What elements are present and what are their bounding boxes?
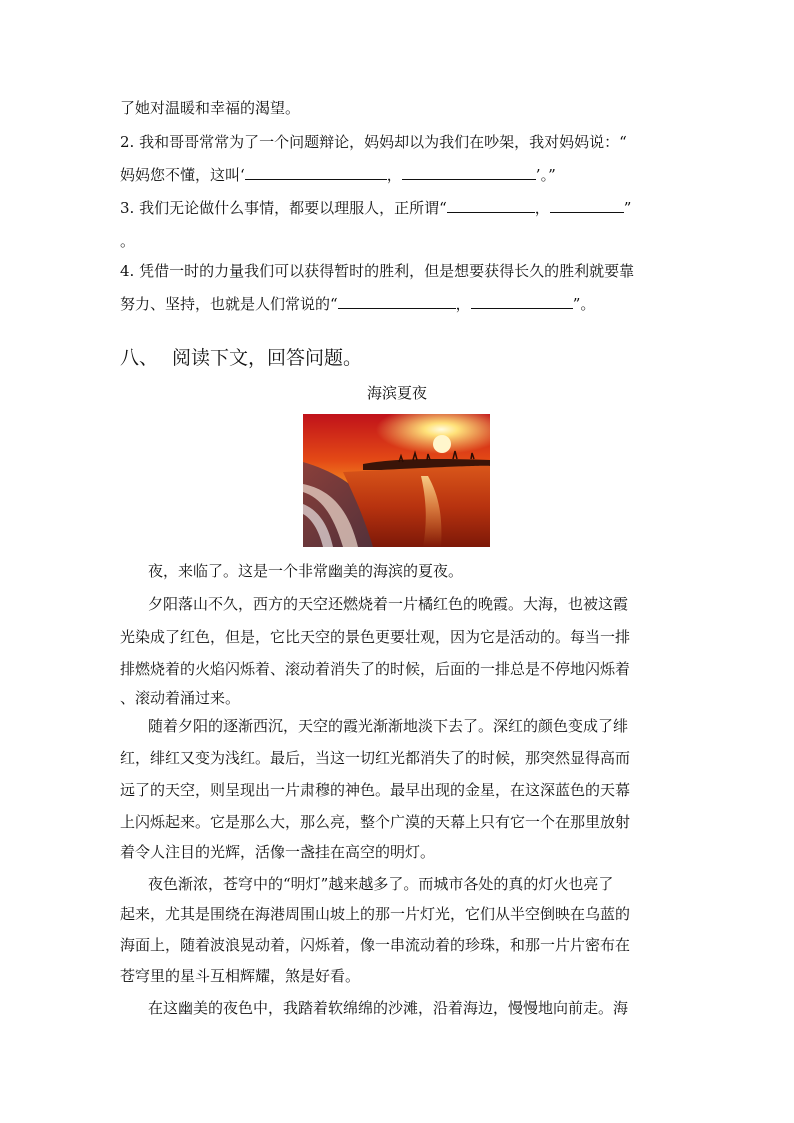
q3-comma: ， [534, 199, 550, 217]
article-line-3: 光染成了红色，但是，它比天空的景色更要壮观，因为它是活动的。每当一排 [120, 628, 631, 646]
article-line-6: 随着夕阳的逐渐西沉，天空的霞光渐渐地淡下去了。深红的颜色变成了绯 [148, 717, 629, 735]
q4-blank-1[interactable] [338, 294, 456, 309]
section-title: 阅读下文，回答问题。 [172, 347, 363, 369]
q2-line2 [120, 165, 556, 185]
article-line-14: 苍穹里的星斗互相辉耀，煞是好看。 [120, 967, 361, 985]
q2-comma: ， [386, 166, 402, 184]
q3-text-b: ” [623, 199, 632, 217]
q1-tail-line: 了她对温暖和幸福的渴望。 [120, 99, 301, 117]
article-line-12: 起来，尤其是围绕在海港周围山坡上的那一片灯光，它们从半空倒映在乌蓝的 [120, 905, 631, 923]
q3-blank-2[interactable] [550, 198, 624, 213]
q4-comma: ， [455, 295, 471, 313]
q3-line2: 。 [120, 232, 136, 250]
article-line-9: 上闪烁起来。它是那么大，那么亮，整个广漠的天幕上只有它一个在那里放射 [120, 813, 631, 831]
article-line-11: 夜色渐浓，苍穹中的“明灯”越来越多了。而城市各处的真的灯火也亮了 [148, 875, 614, 893]
q2-text-b: ’。” [535, 166, 556, 184]
q3-text-a: 3. 我们无论做什么事情，都要以理服人，正所谓“ [120, 199, 447, 217]
q4-blank-2[interactable] [471, 294, 573, 309]
article-line-10: 着令人注目的光辉，活像一盏挂在高空的明灯。 [120, 843, 436, 861]
q4-line1: 4. 凭借一时的力量我们可以获得暂时的胜利，但是想要获得长久的胜利就要靠 [120, 262, 635, 280]
article-line-7: 红，绯红又变为浅红。最后，当这一切红光都消失了的时候，那突然显得高而 [120, 749, 631, 767]
article-line-2: 夕阳落山不久，西方的天空还燃烧着一片橘红色的晚霞。大海，也被这霞 [148, 595, 629, 613]
article-title: 海滨夏夜 [366, 384, 427, 402]
q4-line2 [120, 294, 595, 314]
article-line-1: 夜，来临了。这是一个非常幽美的海滨的夏夜。 [148, 562, 464, 580]
section-number: 八、 [120, 347, 159, 369]
article-line-15: 在这幽美的夜色中，我踏着软绵绵的沙滩，沿着海边，慢慢地向前走。海 [148, 999, 629, 1017]
q2-line1: 2. 我和哥哥常常为了一个问题辩论，妈妈却以为我们在吵架，我对妈妈说：“ [120, 133, 627, 151]
q4-text-b: ”。 [572, 295, 596, 313]
q3-blank-1[interactable] [447, 198, 535, 213]
section-heading [120, 346, 362, 370]
q3-line1 [120, 198, 631, 218]
article-line-5: 、滚动着涌过来。 [120, 689, 241, 707]
article-line-13: 海面上，随着波浪晃动着，闪烁着，像一串流动着的珍珠，和那一片片密布在 [120, 936, 631, 954]
sunset-beach-photo [303, 414, 490, 547]
q4-text-a: 努力、坚持，也就是人们常说的“ [120, 295, 338, 313]
article-line-8: 远了的天空，则呈现出一片肃穆的神色。最早出现的金星，在这深蓝色的天幕 [120, 781, 631, 799]
q2-blank-2[interactable] [402, 165, 536, 180]
article-line-4: 排燃烧着的火焰闪烁着、滚动着消失了的时候，后面的一排总是不停地闪烁着 [120, 660, 631, 678]
q2-text-a: 妈妈您不懂，这叫‘ [120, 166, 245, 184]
q2-blank-1[interactable] [245, 165, 387, 180]
